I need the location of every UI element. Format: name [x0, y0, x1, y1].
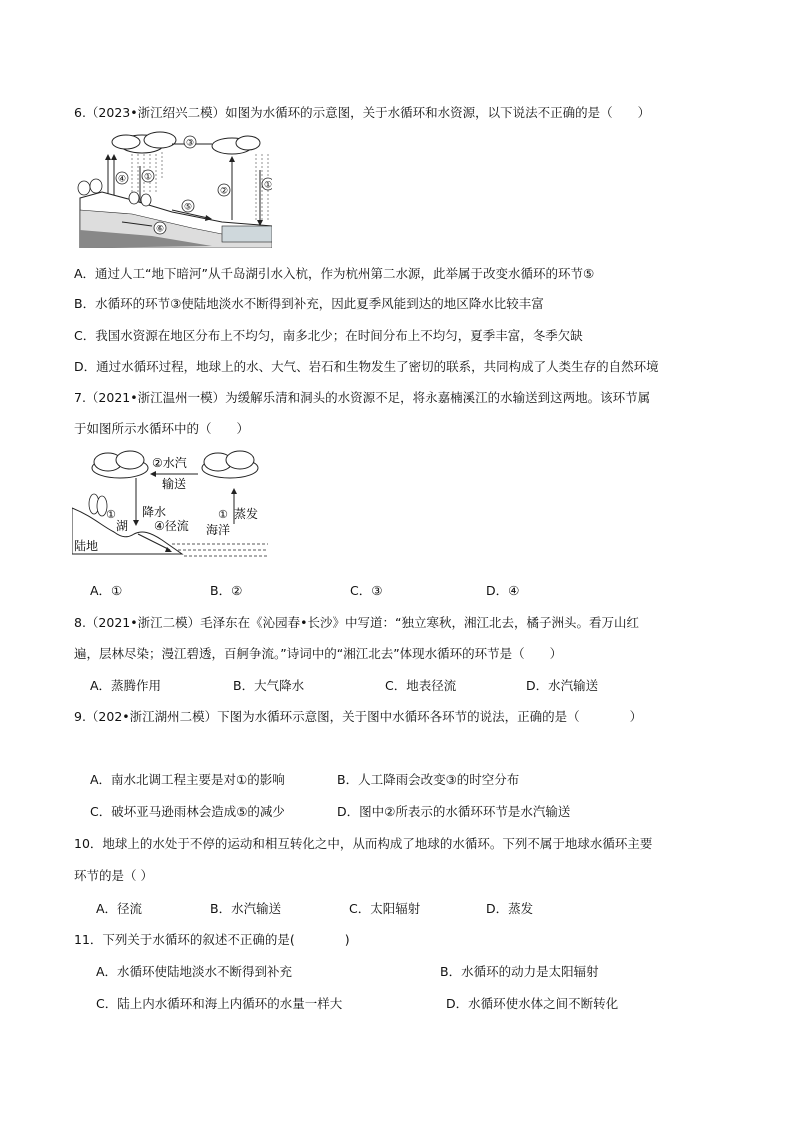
q11-option-c: C．陆上内水循环和海上内循环的水量一样大	[96, 996, 343, 1011]
q10-option-d: D．蒸发	[486, 901, 534, 916]
q9-option-c: C．破坏亚马逊雨林会造成⑤的减少	[90, 804, 285, 819]
q11-option-b: B．水循环的动力是太阳辐射	[440, 964, 599, 979]
q10-option-c: C．太阳辐射	[349, 901, 421, 916]
q7-precip-label: 降水	[142, 505, 167, 519]
q8-stem-line1: 8.（2021•浙江二模）毛泽东在《沁园春•长沙》中写道：“独立寒秋，湘江北去，橘子洲头。看万山红	[74, 615, 639, 630]
q7-ocean-label: 海洋	[206, 523, 231, 537]
q6-stem: 6.（2023•浙江绍兴二模）如图为水循环的示意图，关于水循环和水资源，以下说法不正确的是（ ）	[74, 105, 651, 120]
q6-label-3: ③	[185, 138, 195, 149]
q9-stem: 9.（202•浙江湖州二模）下图为水循环示意图，关于图中水循环各环节的说法，正确的是（ ）	[74, 709, 643, 724]
q10-option-b: B．水汽输送	[210, 901, 282, 916]
q10-stem-line2: 环节的是（ ）	[74, 868, 153, 883]
q9-option-b: B．人工降雨会改变③的时空分布	[337, 772, 520, 787]
q7-land-label: 陆地	[74, 539, 99, 553]
q7-water-cycle-diagram	[72, 446, 268, 564]
q8-option-d: D．水汽输送	[526, 678, 599, 693]
q6-option-a: A．通过人工“地下暗河”从千岛湖引水入杭，作为杭州第二水源，此举属于改变水循环的环节⑤	[74, 266, 595, 281]
q8-option-b: B．大气降水	[233, 678, 305, 693]
q7-lake-num: ①	[106, 508, 116, 521]
q6-option-d: D．通过水循环过程，地球上的水、大气、岩石和生物发生了密切的联系，共同构成了人类生存的自然环境	[74, 359, 659, 374]
q6-cloud-right	[212, 136, 260, 154]
q7-evap-label: 蒸发	[234, 507, 259, 521]
q8-stem-line2: 遍，层林尽染；漫江碧透，百舸争流。”诗词中的“湘江北去”体现水循环的环节是（ ）	[74, 646, 563, 661]
q6-option-b: B．水循环的环节③使陆地淡水不断得到补充，因此夏季风能到达的地区降水比较丰富	[74, 296, 544, 311]
q6-label-4: ④	[117, 174, 127, 185]
q7-option-d: D．④	[486, 583, 520, 598]
q7-cloud-left	[92, 451, 148, 478]
q9-option-d: D．图中②所表示的水循环环节是水汽输送	[337, 804, 571, 819]
q9-option-a: A．南水北调工程主要是对①的影响	[90, 772, 285, 787]
q6-cloud-left	[112, 132, 176, 153]
q6-label-5: ⑤	[183, 202, 193, 213]
q7-cloud-right	[202, 451, 258, 478]
q10-option-a: A．径流	[96, 901, 143, 916]
q6-label-2: ②	[219, 186, 229, 197]
q11-option-a: A．水循环使陆地淡水不断得到补充	[96, 964, 293, 979]
q7-evap-num: ①	[218, 508, 228, 521]
q7-runoff-label: ④径流	[154, 519, 189, 533]
q10-stem-line1: 10．地球上的水处于不停的运动和相互转化之中，从而构成了地球的水循环。下列不属于地球水循环主要	[74, 836, 653, 851]
q8-option-c: C．地表径流	[385, 678, 457, 693]
q7-lake-label: 湖	[116, 519, 129, 533]
q6-water-cycle-diagram	[72, 130, 272, 248]
q8-option-a: A．蒸腾作用	[90, 678, 162, 693]
q7-option-c: C．③	[350, 583, 383, 598]
q6-option-c: C．我国水资源在地区分布上不均匀，南多北少；在时间分布上不均匀，夏季丰富，冬季欠缺	[74, 328, 583, 343]
q6-label-6: ⑥	[155, 224, 165, 235]
q7-option-b: B．②	[210, 583, 243, 598]
q6-label-1b: ①	[263, 180, 272, 191]
q6-label-1a: ①	[143, 172, 153, 183]
q7-vapor-label: ②水汽	[152, 456, 187, 470]
q7-stem-line1: 7.（2021•浙江温州一模）为缓解乐清和洞头的水资源不足，将永嘉楠溪江的水输送到这两地。该环节属	[74, 390, 651, 405]
q11-stem: 11．下列关于水循环的叙述不正确的是( )	[74, 932, 350, 947]
q11-option-d: D．水循环使水体之间不断转化	[446, 996, 619, 1011]
q7-option-a: A．①	[90, 583, 123, 598]
q7-vapor-text: 输送	[162, 477, 187, 491]
q7-stem-line2: 于如图所示水循环中的（ ）	[74, 421, 250, 436]
